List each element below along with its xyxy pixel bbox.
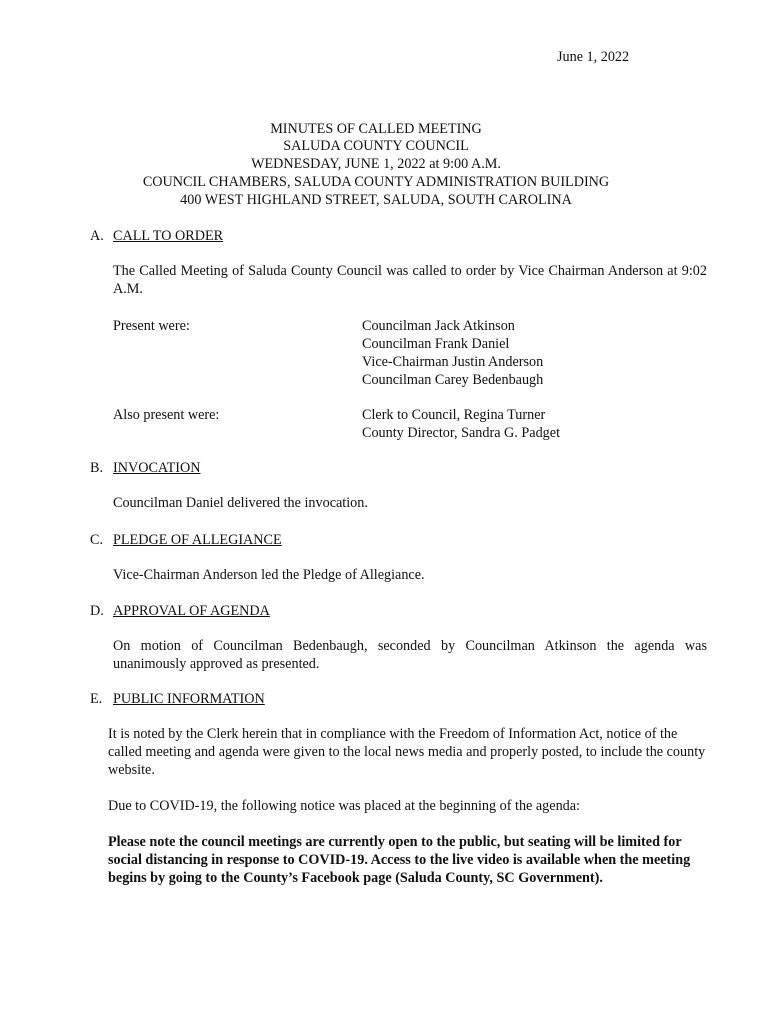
call-to-order-text: The Called Meeting of Saluda County Council was called to order by Vice Chairman Anderson at 9:02 A.M. [113, 263, 707, 297]
covid-notice-text: Please note the council meetings are currently open to the public, but seating will be limited for social distancing in response to COVID-19. Access to the live video is available when the meeting begins by going to the County’s Facebook page (Saluda County, SC Government). [108, 834, 691, 886]
document-date: June 1, 2022 [557, 49, 630, 65]
list-item: County Director, Sandra G. Padget [362, 425, 561, 441]
section-title: INVOCATION [113, 460, 201, 476]
foia-notice-text: It is noted by the Clerk herein that in compliance with the Freedom of Information Act, notice of the called meeting and agenda were given to the local news media and properly posted, to include the county website. [108, 726, 706, 778]
section-letter: A. [90, 228, 104, 244]
header-council: SALUDA COUNTY COUNCIL [283, 138, 469, 154]
header-title: MINUTES OF CALLED MEETING [270, 121, 482, 137]
invocation-text: Councilman Daniel delivered the invocation. [113, 495, 368, 511]
list-item: Councilman Jack Atkinson [362, 318, 515, 334]
section-title: PLEDGE OF ALLEGIANCE [113, 532, 282, 548]
section-b-heading [90, 459, 200, 477]
header-location: COUNCIL CHAMBERS, SALUDA COUNTY ADMINISTRATION BUILDING [142, 174, 610, 190]
section-d-heading [90, 602, 270, 620]
header-datetime: WEDNESDAY, JUNE 1, 2022 at 9:00 A.M. [251, 156, 501, 172]
list-item: Vice-Chairman Justin Anderson [362, 354, 544, 370]
section-letter: E. [90, 691, 103, 707]
section-letter: B. [90, 460, 104, 476]
list-item: Councilman Carey Bedenbaugh [362, 372, 544, 388]
agenda-approval-text: On motion of Councilman Bedenbaugh, seconded by Councilman Atkinson the agenda was unanimously approved as presented. [113, 638, 707, 672]
section-letter: D. [90, 603, 104, 619]
present-list [362, 317, 543, 389]
section-a-heading [90, 227, 223, 245]
pledge-text: Vice-Chairman Anderson led the Pledge of Allegiance. [113, 567, 425, 583]
section-letter: C. [90, 532, 104, 548]
section-c-heading [90, 531, 282, 549]
also-present-label: Also present were: [113, 407, 220, 423]
also-present-list [362, 406, 560, 442]
section-title: CALL TO ORDER [113, 228, 224, 244]
header-address: 400 WEST HIGHLAND STREET, SALUDA, SOUTH CAROLINA [180, 192, 572, 208]
section-title: PUBLIC INFORMATION [113, 691, 265, 707]
section-title: APPROVAL OF AGENDA [113, 603, 270, 619]
list-item: Councilman Frank Daniel [362, 336, 510, 352]
list-item: Clerk to Council, Regina Turner [362, 407, 546, 423]
section-e-heading [90, 690, 265, 708]
covid-intro-text: Due to COVID-19, the following notice was placed at the beginning of the agenda: [108, 798, 580, 814]
present-label: Present were: [113, 318, 190, 334]
